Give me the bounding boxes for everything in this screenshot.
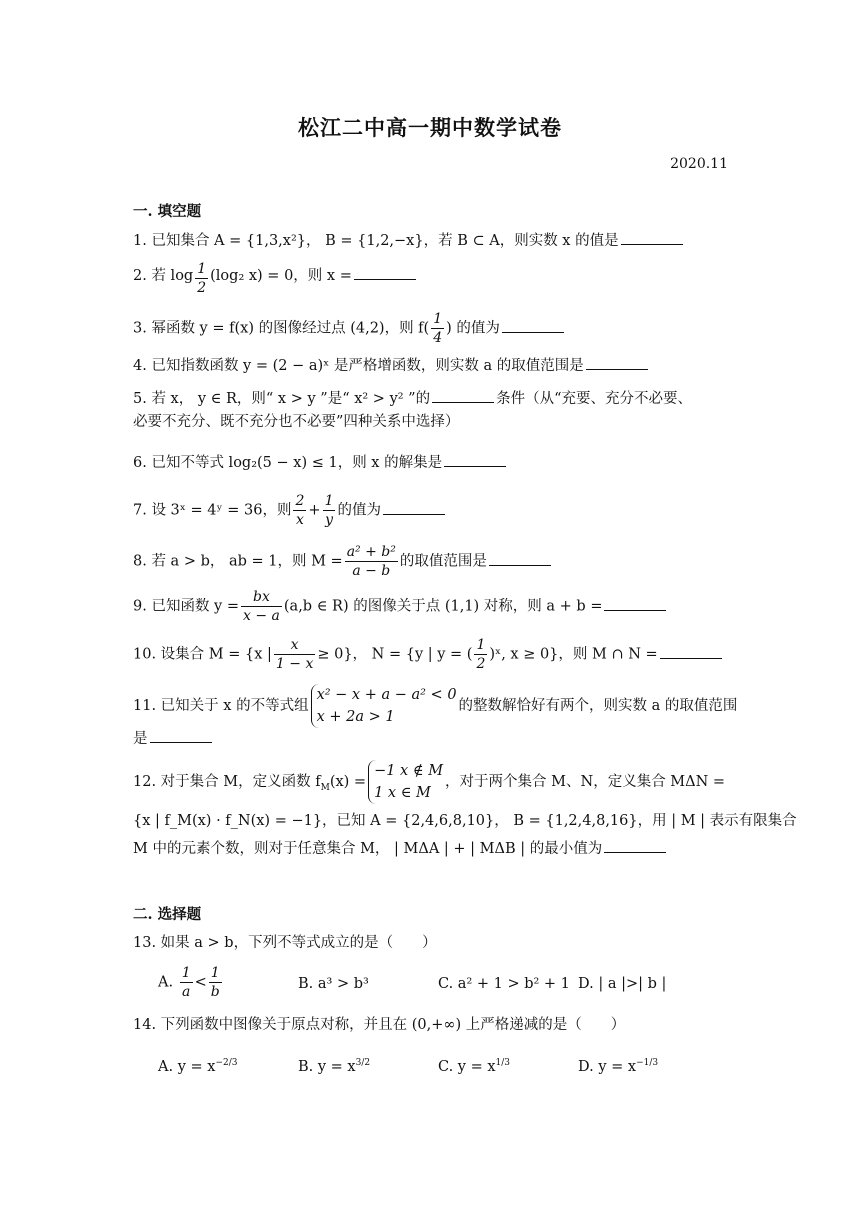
q-number: 8. [133, 553, 147, 570]
q-number: 11. [133, 698, 157, 714]
fraction: $\frac{1}{b}$ [210, 965, 220, 1000]
q-text: 已知函数 y = [151, 598, 240, 615]
answer-blank[interactable] [354, 265, 416, 280]
q-text: 设集合 M = {x | [160, 646, 272, 663]
question-3 [133, 312, 733, 345]
fraction: $\frac{\text{a² + b²}}{a - b}$ [346, 544, 396, 579]
q-text: 的整数解恰好有两个，则实数 a 的取值范围 [458, 698, 738, 714]
q-number: 9. [133, 598, 147, 615]
question-6 [133, 452, 733, 475]
answer-blank[interactable] [604, 838, 666, 853]
q-number: 2. [133, 268, 147, 284]
q-number: 12. [133, 774, 157, 790]
fraction: $\frac{1}{a}$ [181, 965, 191, 1000]
q-text: 的值为 [337, 502, 381, 519]
question-7: 7. 设 3ˣ = 4ʸ = 36，则 $\frac{2}{x}$ + $\frac{1}{y}$ 的值为 [133, 494, 733, 527]
q-text: 幂函数 y = f(x) 的图像经过点 (4,2)，则 f( [151, 320, 430, 337]
option-a[interactable]: A. $\frac{1}{a}$ < $\frac{1}{b}$ [158, 965, 220, 1000]
q-text: 必要不充分、既不充分也不必要”四种关系中选择） [133, 414, 460, 430]
fraction: $\frac{x}{1 - x}$ [275, 637, 314, 672]
q-text: 已知不等式 log₂(5 − x) ≤ 1，则 x 的解集是 [151, 455, 443, 471]
fraction: $\frac{1}{y}$ [324, 493, 334, 528]
answer-blank[interactable] [621, 230, 683, 245]
q-text: ≥ 0}， N = {y | y = ( [317, 646, 473, 663]
answer-blank[interactable] [150, 728, 212, 743]
question-2 [133, 262, 733, 295]
question-8 [133, 545, 733, 578]
q-text: 若 a > b， ab = 1，则 M = [151, 553, 343, 570]
q13-options [158, 966, 718, 999]
option-d[interactable]: D. | a |>| b | [578, 976, 667, 992]
q-number: 10. [133, 646, 157, 663]
option-c[interactable]: C. $y = x^{1/3}$ [438, 1058, 511, 1075]
q-text: 的取值范围是 [399, 553, 487, 570]
q-text: 已知指数函数 y = (2 − a)ˣ 是严格增函数，则实数 a 的取值范围是 [151, 358, 584, 374]
fraction: $\frac{1}{2}$ [476, 637, 486, 672]
q-text: 若 x， y ∈ R，则“ x > y ”是“ x² > y² ”的 [151, 391, 431, 407]
log-base: $\frac{1}{2}$ [197, 261, 207, 296]
q-text: 是 [133, 731, 148, 747]
q-text: {x | f_M(x) · f_N(x) = −1}，已知 A = {2,4,6,8,10}， B = {1,2,4,8,16}，用 | M | 表示有限集合 [133, 813, 797, 829]
q-text: 已知关于 x 的不等式组 [160, 698, 309, 714]
piecewise-function: −1 x ∉ M 1 x ∈ M [368, 760, 443, 804]
option-b[interactable]: B. $y = x^{3/2}$ [298, 1058, 371, 1075]
answer-blank[interactable] [660, 644, 722, 659]
question-4 [133, 355, 733, 378]
answer-blank[interactable] [489, 551, 551, 566]
q-text: ) 的值为 [446, 320, 500, 337]
page-title: 松江二中高一期中数学试卷 [298, 115, 562, 140]
inequality-system: x² − x + a − a² < 0 x + 2a > 1 [311, 684, 457, 728]
fraction: $\frac{bx}{x - a}$ [243, 589, 280, 624]
q-text: 下列函数中图像关于原点对称，并且在 (0,+∞) 上严格递减的是（ ） [160, 1017, 626, 1033]
q-number: 5. [133, 391, 147, 407]
option-d[interactable]: D. $y = x^{-1/3}$ [578, 1058, 659, 1075]
q-text: M 中的元素个数，则对于任意集合 M， | MΔA | + | MΔB | 的最小值为 [133, 841, 603, 857]
q-number: 14. [133, 1017, 157, 1033]
q-text: 已知集合 A = {1,3,x²}， B = {1,2,−x}，若 B ⊂ A，则实数 x 的值是 [151, 233, 619, 249]
q-text: 条件（从“充要、充分不必要、 [496, 391, 693, 407]
fraction: $\frac{1}{4}$ [433, 311, 443, 346]
option-a[interactable]: A. $y = x^{-2/3}$ [158, 1058, 238, 1075]
exam-date: 2020.11 [670, 156, 728, 172]
section-fill-in: 一. 填空题 [133, 203, 202, 220]
question-5 [133, 388, 733, 434]
q-number: 4. [133, 358, 147, 374]
q-number: 13. [133, 935, 157, 951]
question-11 [133, 684, 738, 751]
answer-blank[interactable] [383, 500, 445, 515]
q-number: 7. [133, 502, 147, 519]
q-text: (log₂ x) = 0，则 x = [210, 268, 352, 284]
q14-options [158, 1058, 718, 1075]
q-text: )ˣ, x ≥ 0}，则 M ∩ N = [489, 646, 658, 663]
answer-blank[interactable] [444, 452, 506, 467]
answer-blank[interactable] [604, 596, 666, 611]
question-10 [133, 638, 733, 671]
question-9 [133, 590, 733, 623]
q-text: 如果 a > b，下列不等式成立的是（ ） [160, 935, 437, 951]
q-text: (a,b ∈ R) 的图像关于点 (1,1) 对称，则 a + b = [283, 598, 603, 615]
question-13 [133, 932, 733, 955]
option-b[interactable]: B. a³ > b³ [298, 976, 369, 992]
question-12: 12. 对于集合 M，定义函数 $f_M(x) =-1$ x ∉ M 1 x ∈ M，对于两个集合 M、N，定义集合 MΔN = {x | f_M(x) · f_N(x) = −1}，已知 A = {2,4,6,8,10}， B = {1,2,4,8,16}，用 | M | 表示有限集合 M 中的元素个数，则对于任意集合 M， | MΔA | + | MΔB | 的最小值为 [133, 760, 733, 861]
q-text: 对于集合 M，定义函数 f [160, 774, 321, 790]
q-number: 1. [133, 233, 147, 249]
q-text: ，对于两个集合 M、N，定义集合 MΔN = [445, 774, 726, 790]
q-number: 6. [133, 455, 147, 471]
fraction: $\frac{2}{x}$ [295, 493, 305, 528]
answer-blank[interactable] [586, 355, 648, 370]
q-text: 若 log [151, 268, 194, 284]
q-text: 设 3ˣ = 4ʸ = 36，则 [151, 502, 292, 519]
option-c[interactable]: C. a² + 1 > b² + 1 [438, 976, 570, 992]
question-1 [133, 230, 733, 253]
section-multiple-choice: 二. 选择题 [133, 906, 202, 923]
q-number: 3. [133, 320, 147, 337]
answer-blank[interactable] [502, 318, 564, 333]
question-14 [133, 1014, 733, 1037]
answer-blank[interactable] [432, 388, 494, 403]
